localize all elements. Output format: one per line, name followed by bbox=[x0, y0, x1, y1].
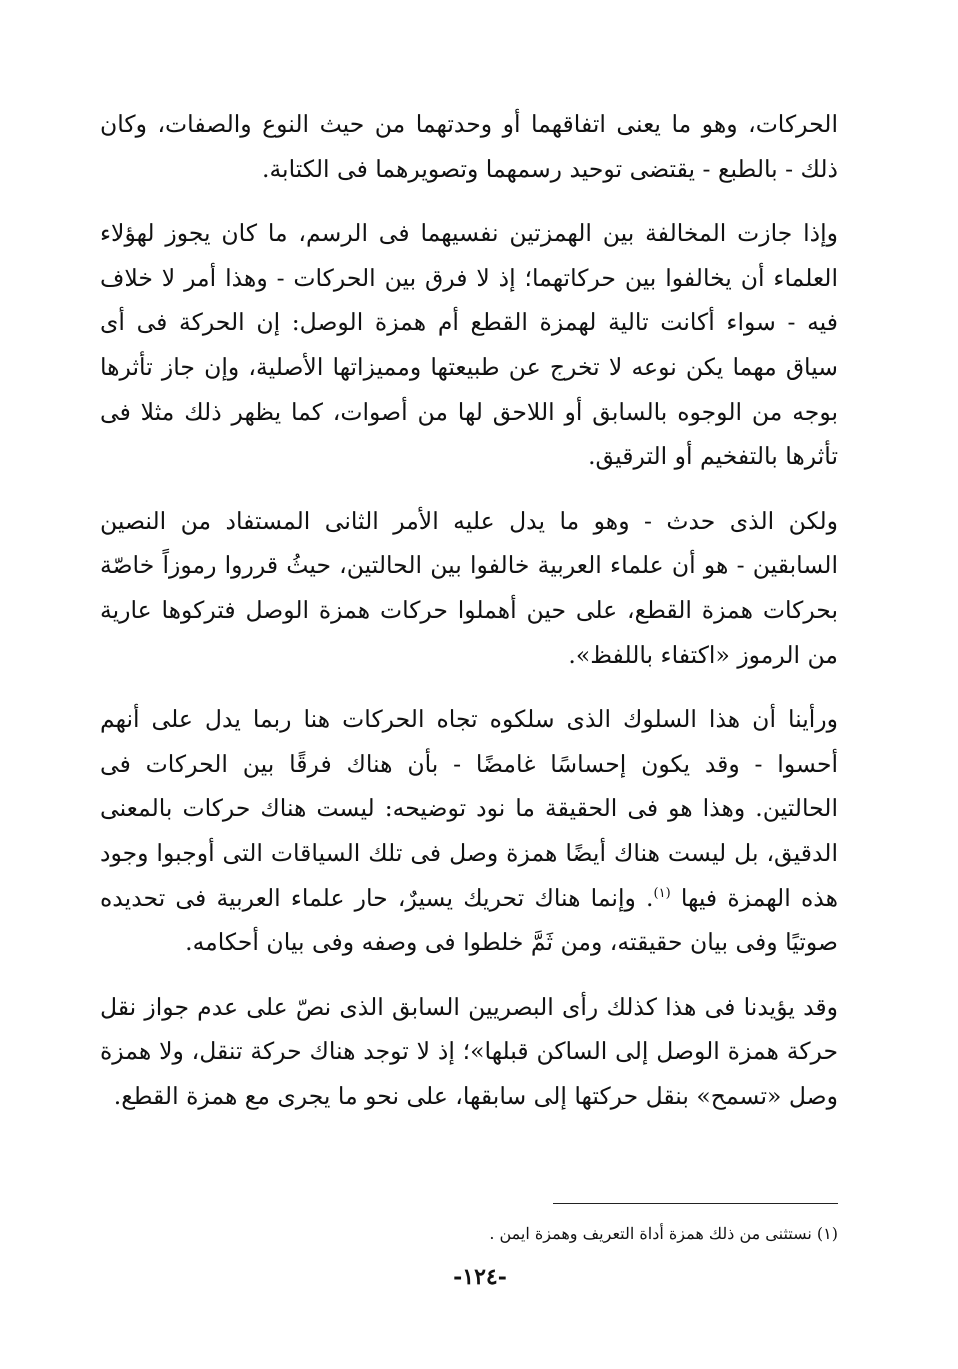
footnote: (١) نستثنى من ذلك همزة أداة التعريف وهمزة ايمن . bbox=[489, 1224, 838, 1243]
page-number: -١٢٤- bbox=[453, 1264, 507, 1290]
paragraph-4 bbox=[100, 697, 838, 965]
paragraph-3: ولكن الذى حدث - وهو ما يدل عليه الأمر الثانى المستفاد من النصين السابقين - هو أن علماء العربية خالفوا بين الحالتين، حيثُ قرروا رموزاً خاصّة بحركات همزة القطع، على حين أهملوا حركات همزة الوصل فتركوها عارية من الرموز «اكتفاء باللفظ». bbox=[100, 506, 838, 669]
paragraph-5: وقد يؤيدنا فى هذا كذلك رأى البصريين السابق الذى نصّ على عدم جواز نقل حركة همزة الوصل إلى الساكن قبلها»؛ إذ لا توجد هناك حركة تنقل، ولا همزة وصل «تسمح» بنقل حركتها إلى سابقها، على نحو ما يجرى مع همزة القطع. bbox=[100, 992, 838, 1110]
paragraph-4-continuation: . وإنما هناك تحريك يسيرٌ، حار علماء العربية فى تحديده صوتيًا وفى بيان حقيقته، ومن ثَمَّ خلطوا فى وصفه وفى بيان أحكامه. bbox=[100, 883, 838, 957]
paragraph-1: الحركات، وهو ما يعنى اتفاقهما أو وحدتهما من حيث النوع والصفات، وكان ذلك - بالطبع - يقتضى توحيد رسمهما وتصويرهما فى الكتابة. bbox=[100, 110, 838, 183]
body-text bbox=[100, 102, 838, 1118]
footnote-divider bbox=[553, 1203, 838, 1204]
footnote-reference[interactable]: (١) bbox=[653, 885, 671, 901]
paragraph-2: وإذا جازت المخالفة بين الهمزتين نفسيهما فى الرسم، ما كان يجوز لهؤلاء العلماء أن يخالفوا بين حركاتهما؛ إذ لا فرق بين الحركات - وهذا أمر لا خلاف فيه - سواء أكانت تالية لهمزة القطع أم همزة الوصل: إن الحركة فى أى سياق مهما يكن نوعه لا تخرج عن طبيعتها ومميزاتها الأصلية، وإن جاز تأثرها بوجه من الوجوه بالسابق أو اللاحق لها من أصوات، كما يظهر ذلك مثلا فى تأثرها بالتفخيم أو الترقيق. bbox=[100, 219, 838, 471]
paragraph-4-text: ورأينا أن هذا السلوك الذى سلكوه تجاه الحركات هنا ربما يدل على أنهم أحسوا - وقد يكون إحساسًا غامضًا - بأن هناك فرقًا بين الحركات فى الحالتين. وهذا هو فى الحقيقة ما نود توضيحه: ليست هناك حركات بالمعنى الدقيق، بل ليست هناك أيضًا همزة وصل فى تلك السياقات التى أوجبوا وجود هذه الهمزة فيها bbox=[100, 705, 838, 912]
